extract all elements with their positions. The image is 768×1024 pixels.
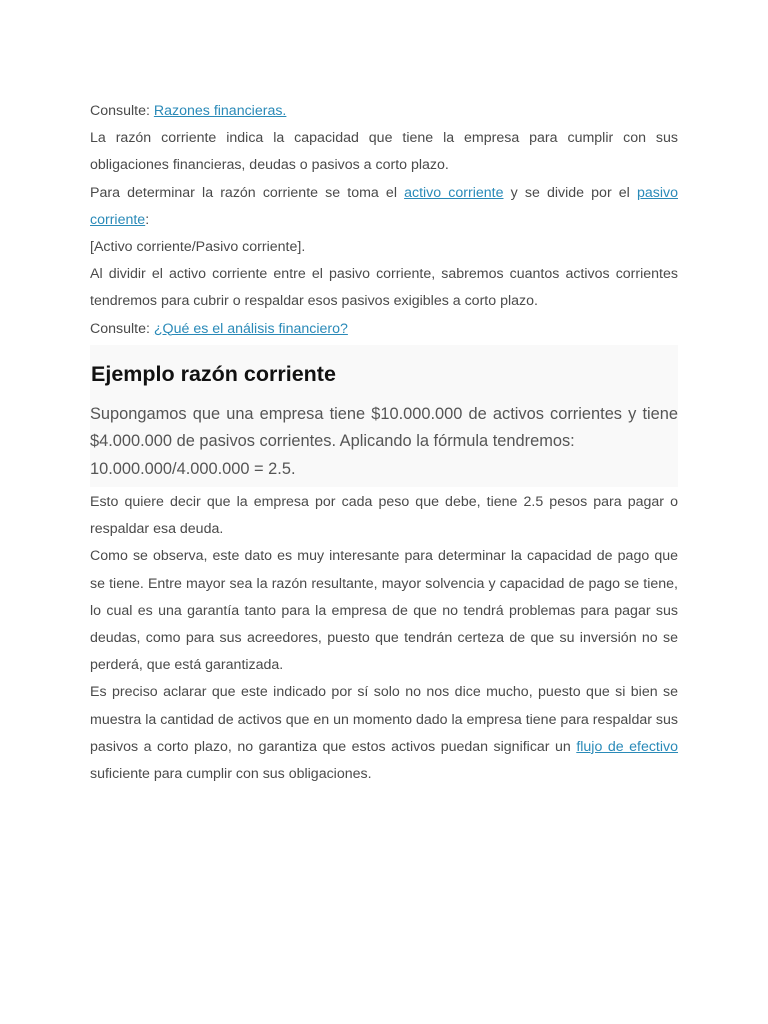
- paragraph-definition: La razón corriente indica la capacidad que tiene la empresa para cumplir con sus obligaciones financieras, deudas o pasivos a corto plazo.: [90, 130, 678, 174]
- paragraph-observation: Como se observa, este dato es muy interesante para determinar la capacidad de pago que se tiene. Entre mayor sea la razón resultante, mayor solvencia y capacidad de pago se tiene, lo cual es una garantía tanto para la empresa de que no tendrá problemas para pagar sus deudas, como para sus acreedores, puesto que tendrán certeza de que su inversión no se perderá, que está garantizada.: [90, 548, 678, 674]
- paragraph-formula: [Activo corriente/Pasivo corriente].: [90, 239, 306, 256]
- text-segment: Es preciso aclarar que este indicado por sí solo no nos dice mucho, puesto que si bien se muestra la cantidad de activos que en un momento dado la empresa tiene para respaldar sus pasivos a corto plazo, no garantiza que estos activos puedan significar un: [90, 684, 678, 755]
- link-flujo-de-efectivo[interactable]: flujo de efectivo: [576, 738, 679, 755]
- section-heading: Ejemplo razón corriente: [91, 361, 336, 386]
- paragraph-meaning: Esto quiere decir que la empresa por cada peso que debe, tiene 2.5 pesos para pagar o respaldar esa deuda.: [90, 494, 678, 538]
- paragraph-how-to: [90, 180, 678, 234]
- text-segment: suficiente para cumplir con sus obligaciones.: [90, 766, 372, 783]
- consult-paragraph-2: [90, 316, 678, 343]
- link-analisis-financiero[interactable]: ¿Qué es el análisis financiero?: [153, 320, 348, 337]
- paragraph-caveat: [90, 679, 678, 788]
- link-razones-financieras[interactable]: Razones financieras.: [153, 103, 287, 119]
- example-line: Supongamos que una empresa tiene $10.000.000 de activos corrientes y tiene $4.000.000 de pasivos corrientes. Aplicando la fórmula tendremos:: [90, 404, 678, 451]
- example-block: [90, 345, 678, 487]
- link-activo-corriente[interactable]: activo corriente: [404, 184, 504, 201]
- paragraph-explanation: Al dividir el activo corriente entre el pasivo corriente, sabremos cuantos activos corrientes tendremos para cubrir o respaldar esos pasivos exigibles a corto plazo.: [90, 266, 678, 310]
- example-text: [90, 401, 678, 483]
- consult-paragraph-1: [90, 98, 678, 125]
- link-pasivo-corriente[interactable]: pasivo corriente: [90, 184, 678, 228]
- text-segment: Para determinar la razón corriente se toma el: [90, 184, 405, 201]
- consult-prefix: Consulte:: [90, 320, 154, 337]
- text-segment: :: [145, 211, 150, 228]
- consult-prefix: Consulte:: [90, 103, 154, 119]
- article-body: [90, 98, 678, 788]
- example-formula: 10.000.000/4.000.000 = 2.5.: [90, 459, 296, 478]
- text-segment: y se divide por el: [503, 184, 637, 201]
